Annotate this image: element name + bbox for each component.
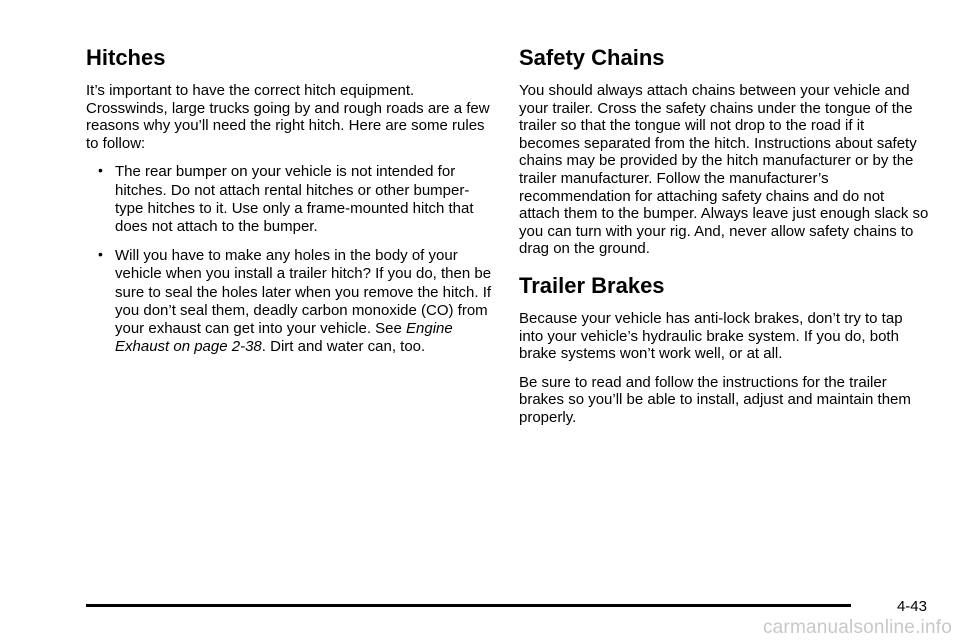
safety-chains-body: You should always attach chains between your vehicle and your trailer. Cross the safety chains under the tongue of the trailer so that the tongue will not drop to the road if it becomes separated from the hitch. Instructions about safety chains may be provided by the hitch manufacturer or by the trailer manufacturer. Follow the manufacturer’s recommendation for attaching safety chains and do not attach them to the bumper. Always leave just enough slack so you can turn with your rig. And, never allow safety chains to drag on the ground.: [519, 82, 929, 258]
list-item-text: The rear bumper on your vehicle is not intended for hitches. Do not attach rental hitches or other bumper-type hitches to it. Use only a frame-mounted hitch that does not attach to the bumper.: [115, 163, 474, 235]
safety-chains-heading: Safety Chains: [519, 45, 665, 70]
trailer-brakes-paragraph: Because your vehicle has anti-lock brakes, don’t try to tap into your vehicle’s hydraulic brake system. If you do, both brake systems won’t work well, or at all.: [519, 309, 903, 363]
list-item-text: Will you have to make any holes in the body of your vehicle when you install a trailer hitch? If you do, then be sure to seal the holes later when you remove the hitch. If you don’t seal them, deadly carbon monoxide (CO) from your exhaust can get into your vehicle. See: [115, 247, 492, 337]
left-column: [86, 44, 496, 367]
hitches-heading: Hitches: [86, 45, 166, 70]
list-item: [98, 163, 496, 236]
watermark: carmanualsonline.info: [762, 617, 952, 638]
list-item: [98, 247, 496, 356]
hitches-intro: It’s important to have the correct hitch equipment. Crosswinds, large trucks going by and rough roads are a few reasons why you’ll need the right hitch. Here are some rules to follow:: [86, 82, 490, 152]
footer-rule: [86, 604, 851, 607]
page-number: 4-43: [896, 598, 927, 615]
hitch-rules-list: [86, 163, 496, 356]
bullet-icon: •: [98, 246, 103, 263]
engine-exhaust-reference-link[interactable]: Engine Exhaust on page 2-38: [115, 320, 453, 356]
right-column: [519, 44, 929, 438]
trailer-brakes-heading: Trailer Brakes: [519, 272, 665, 298]
list-item-text-end: . Dirt and water can, too.: [261, 338, 426, 356]
bullet-icon: •: [98, 162, 103, 179]
trailer-brakes-paragraph: Be sure to read and follow the instructions for the trailer brakes so you’ll be able to install, adjust and maintain them properly.: [519, 373, 911, 426]
